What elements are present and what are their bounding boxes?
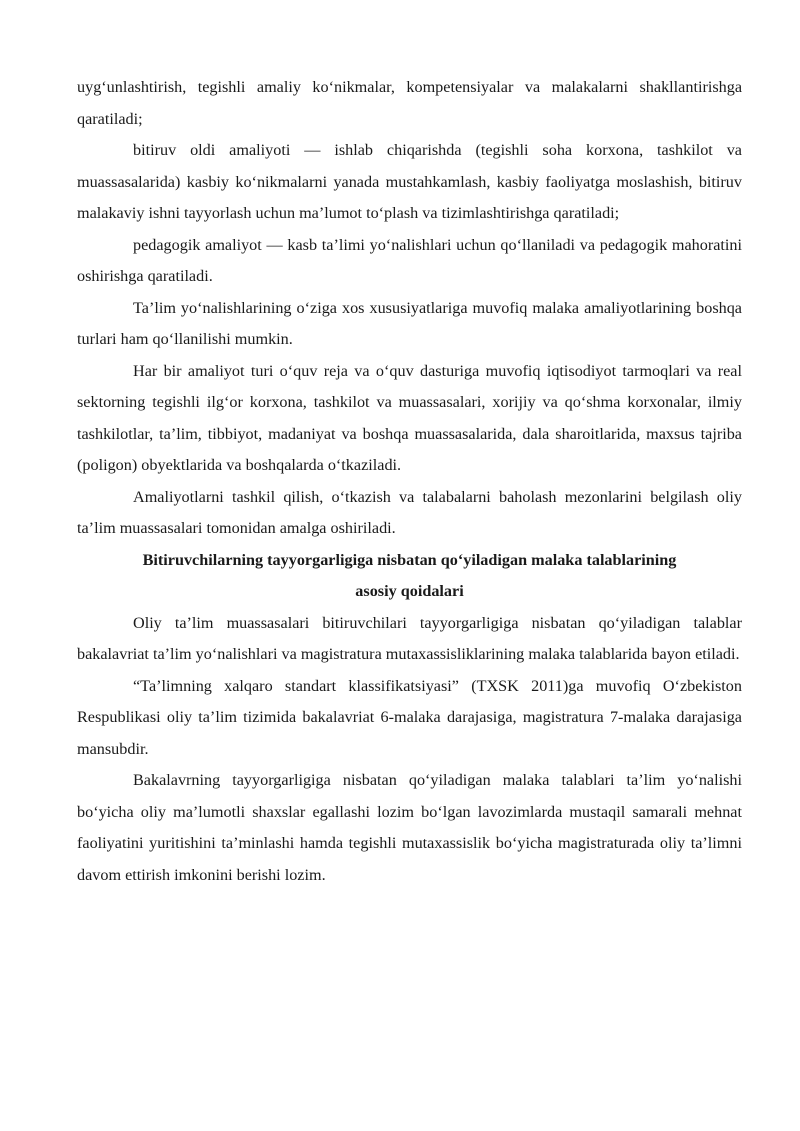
paragraph-practice-locations: Har bir amaliyot turi o‘quv reja va o‘quv dasturiga muvofiq iqtisodiyot tarmoqlari va real sektorning tegishli ilg‘or korxona, tashkilot va muassasalari, xorijiy va qo‘shma korxonalar, ilmiy tashkilotlar, ta’lim, tibbiyot, madaniyat va boshqa muassasalarida, dala sharoitlarida, maxsus tajriba (poligon) obyektlarida va boshqalarda o‘tkaziladi.	[77, 361, 742, 474]
section-heading-line-2: asosiy qoidalari	[355, 582, 464, 600]
paragraph-bachelor-requirements: Bakalavrning tayyorgarligiga nisbatan qo‘yiladigan malaka talablari ta’lim yo‘nalishi bo‘yicha oliy ma’lumotli shaxslar egallashi lozim bo‘lgan lavozimlarda mustaqil samarali mehnat faoliyatini yuritishini ta’minlashi hamda tegishli mutaxassislik bo‘yicha magistraturada oliy ta’limni davom ettirish imkonini berishi lozim.	[77, 771, 742, 884]
paragraph-pre-graduation-practice: bitiruv oldi amaliyoti — ishlab chiqarishda (tegishli soha korxona, tashkilot va muassasalarida) kasbiy ko‘nikmalarni yanada mustahkamlash, kasbiy faoliyatga moslashish, bitiruv malakaviy ishni tayyorlash uchun ma’lumot to‘plash va tizimlashtirishga qaratiladi;	[77, 141, 742, 222]
document-page	[77, 72, 742, 891]
paragraph-practice-organization: Amaliyotlarni tashkil qilish, o‘tkazish va talabalarni baholash mezonlarini belgilash oliy ta’lim muassasalari tomonidan amalga oshiriladi.	[77, 487, 742, 537]
paragraph-pedagogical-practice: pedagogik amaliyot — kasb ta’limi yo‘nalishlari uchun qo‘llaniladi va pedagogik mahoratini oshirishga qaratiladi.	[77, 235, 742, 285]
paragraph-isced-classification: “Ta’limning xalqaro standart klassifikatsiyasi” (TXSK 2011)ga muvofiq O‘zbekiston Respublikasi oliy ta’lim tizimida bakalavriat 6-malaka darajasiga, magistratura 7-malaka darajasiga mansubdir.	[77, 676, 742, 758]
paragraph-other-practice-types: Ta’lim yo‘nalishlarining o‘ziga xos xususiyatlariga muvofiq malaka amaliyotlarining boshqa turlari ham qo‘llanilishi mumkin.	[77, 298, 742, 348]
paragraph-graduate-requirements: Oliy ta’lim muassasalari bitiruvchilari tayyorgarligiga nisbatan qo‘yiladigan talablar bakalavriat ta’lim yo‘nalishlari va magistratura mutaxassisliklarining malaka talablarida bayon etiladi.	[77, 613, 742, 663]
paragraph-continuation: uyg‘unlashtirish, tegishli amaliy ko‘nikmalar, kompetensiyalar va malakalarni shakllantirishga qaratiladi;	[77, 78, 742, 128]
section-heading-line-1: Bitiruvchilarning tayyorgarligiga nisbatan qo‘yiladigan malaka talablarining	[142, 550, 677, 569]
